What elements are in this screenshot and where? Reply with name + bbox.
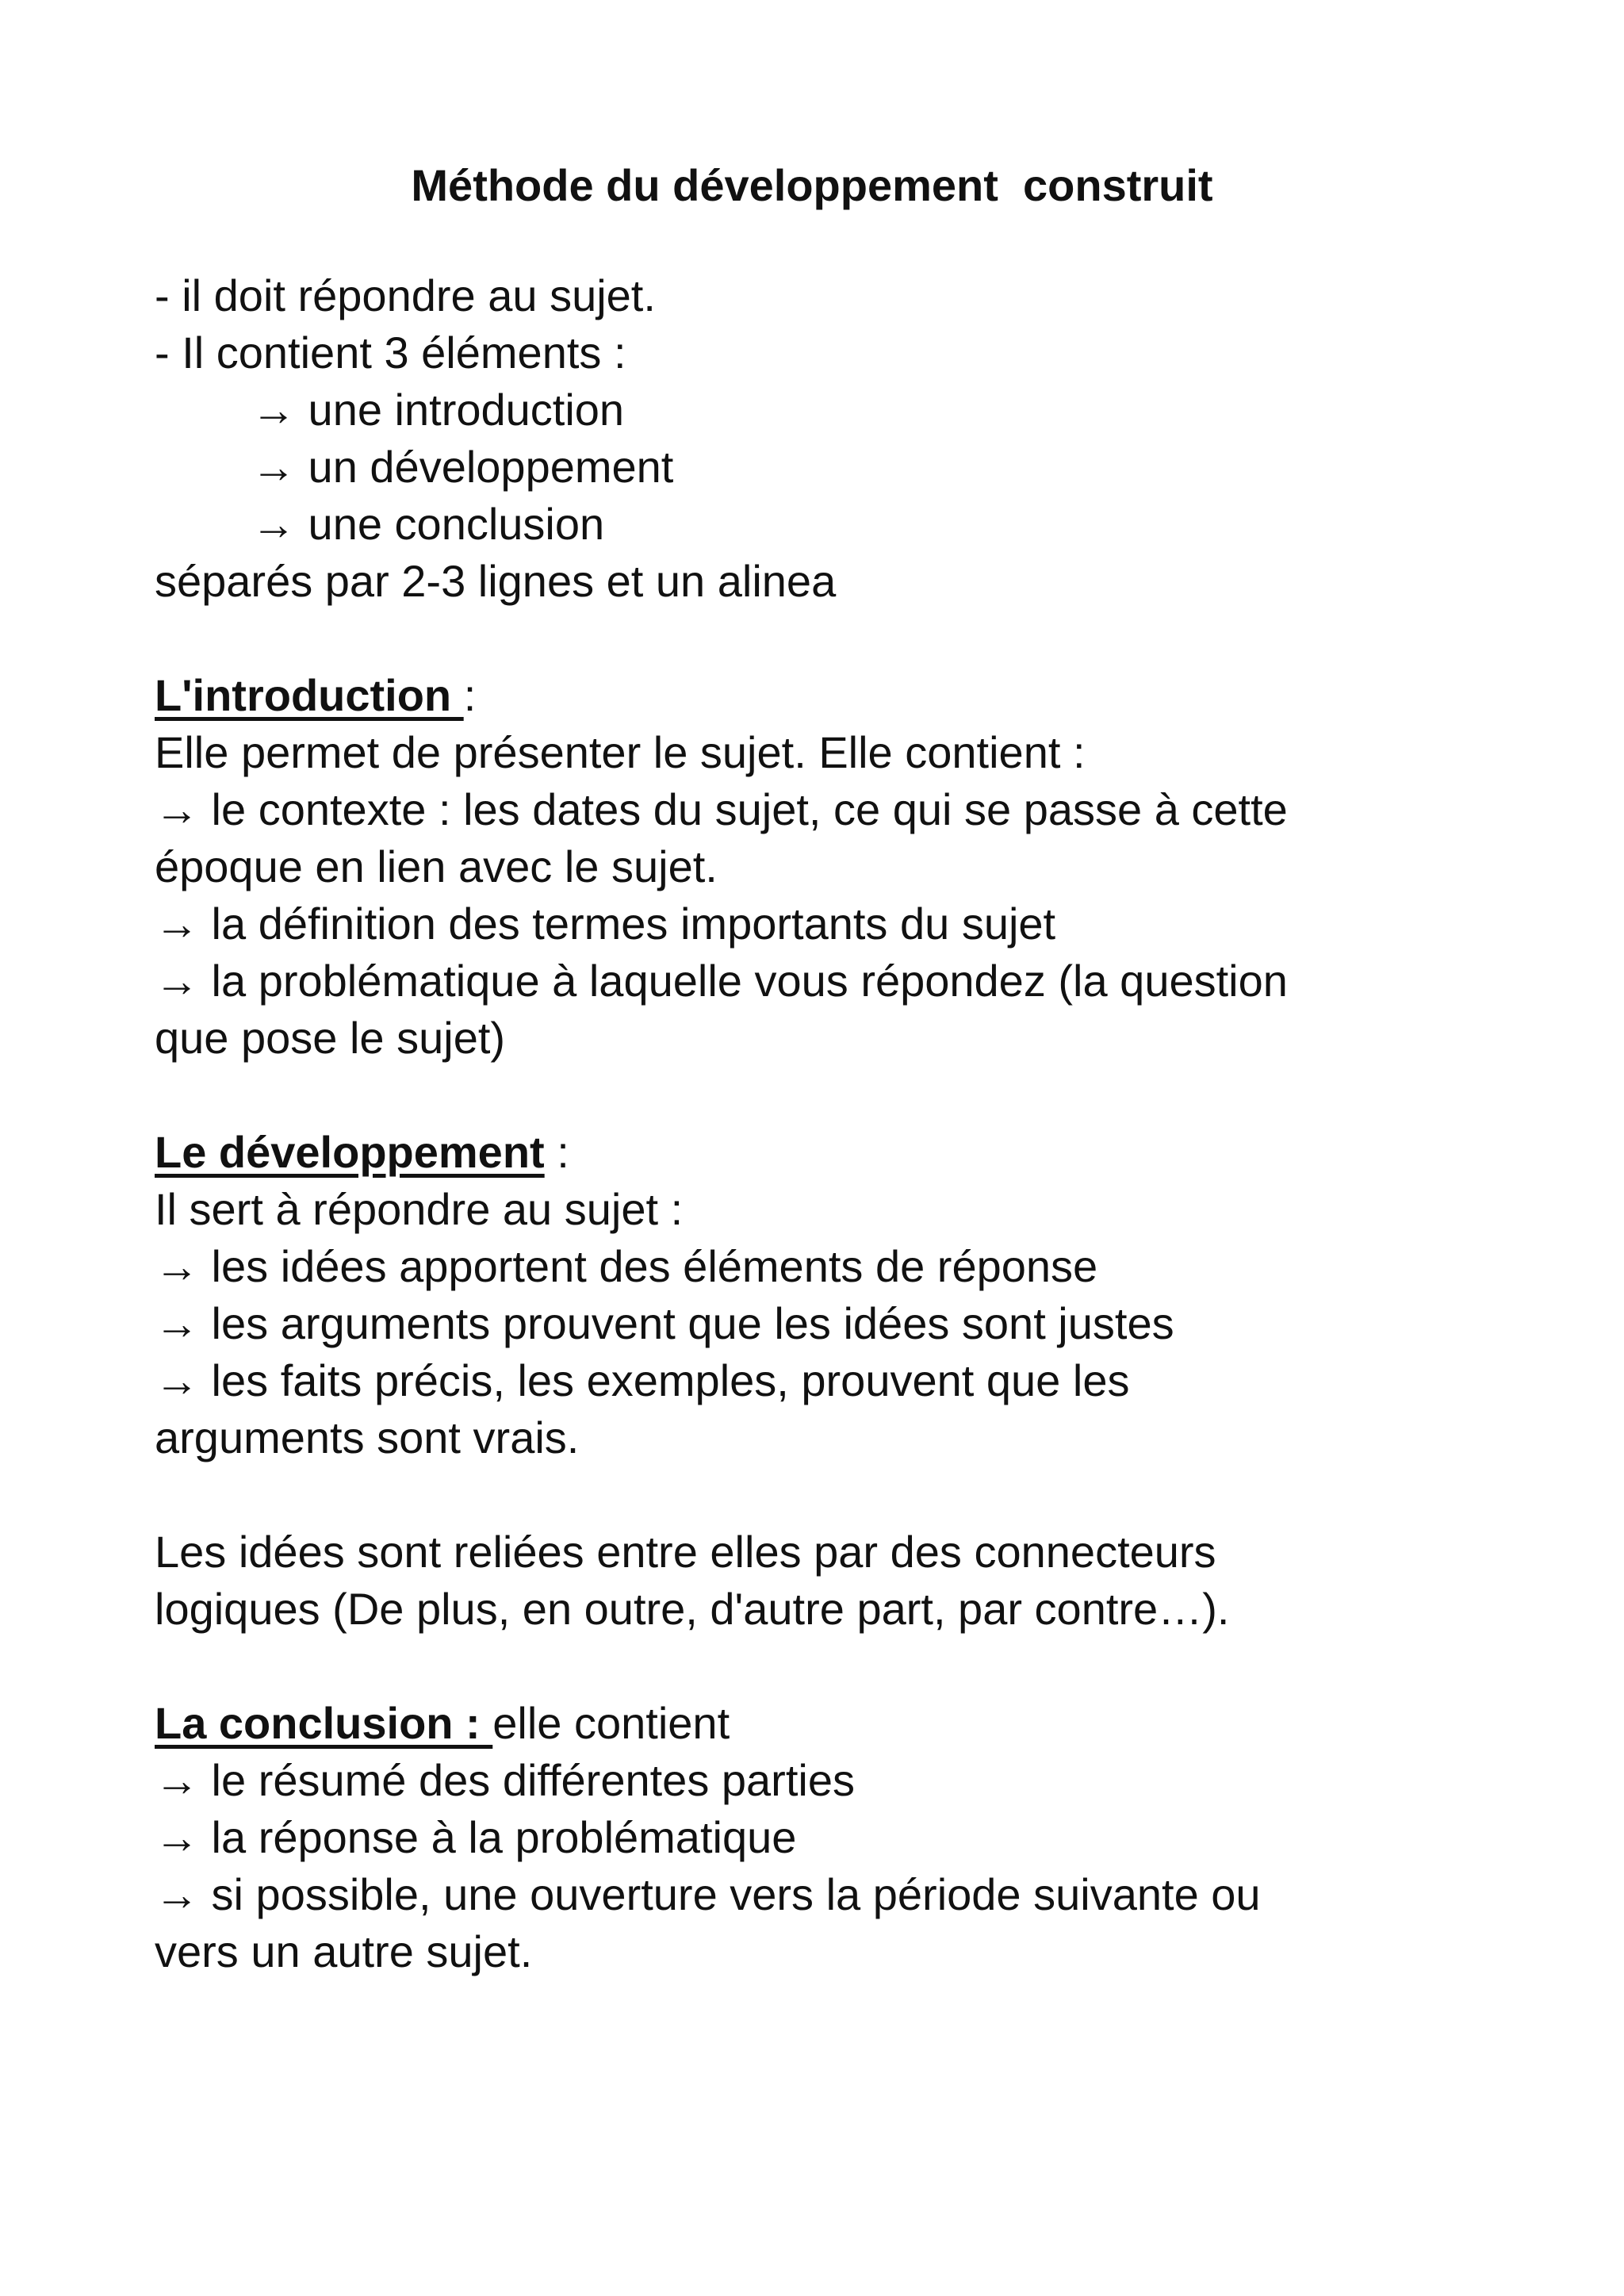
introduction-heading-line — [155, 667, 1503, 724]
developpement-line: arguments sont vrais. — [155, 1412, 580, 1462]
introduction-line: → le contexte : les dates du sujet, ce qui se passe à cette — [155, 784, 1288, 834]
rule-line: - il doit répondre au sujet. — [155, 270, 656, 320]
document-title: Méthode du développement construit — [411, 160, 1213, 210]
conclusion-heading: La conclusion : — [155, 1698, 493, 1748]
heading-suffix: : — [463, 670, 477, 720]
developpement-line: → les arguments prouvent que les idées sont justes — [155, 1298, 1174, 1348]
developpement-heading-line — [155, 1124, 1503, 1181]
element-list-item: → une conclusion — [251, 499, 605, 549]
introduction-line: que pose le sujet) — [155, 1013, 506, 1063]
conclusion-heading-line — [155, 1695, 1503, 1752]
developpement-note-line: logiques (De plus, en outre, d'autre part, par contre…). — [155, 1584, 1230, 1634]
element-list-item: → une introduction — [251, 385, 625, 435]
element-list-item: → un développement — [251, 442, 674, 492]
conclusion-line: → la réponse à la problématique — [155, 1812, 797, 1862]
developpement-line: → les idées apportent des éléments de réponse — [155, 1241, 1098, 1291]
developpement-line: → les faits précis, les exemples, prouvent que les — [155, 1355, 1130, 1405]
heading-suffix: : — [544, 1127, 569, 1177]
introduction-heading: L'introduction — [155, 670, 464, 720]
introduction-line: époque en lien avec le sujet. — [155, 841, 718, 891]
rule-line: séparés par 2-3 lignes et un alinea — [155, 556, 837, 606]
document-body — [155, 267, 1503, 1980]
rule-line: - Il contient 3 éléments : — [155, 328, 626, 378]
conclusion-line: → si possible, une ouverture vers la période suivante ou — [155, 1869, 1261, 1919]
conclusion-line: vers un autre sujet. — [155, 1926, 533, 1976]
conclusion-line: → le résumé des différentes parties — [155, 1755, 855, 1805]
heading-suffix: elle contient — [492, 1698, 730, 1748]
introduction-lead: Elle permet de présenter le sujet. Elle contient : — [155, 727, 1086, 777]
developpement-note-line: Les idées sont reliées entre elles par des connecteurs — [155, 1527, 1216, 1577]
developpement-lead: Il sert à répondre au sujet : — [155, 1184, 684, 1234]
developpement-heading: Le développement — [155, 1127, 545, 1177]
introduction-line: → la définition des termes importants du sujet — [155, 899, 1056, 949]
introduction-line: → la problématique à laquelle vous répondez (la question — [155, 956, 1288, 1006]
